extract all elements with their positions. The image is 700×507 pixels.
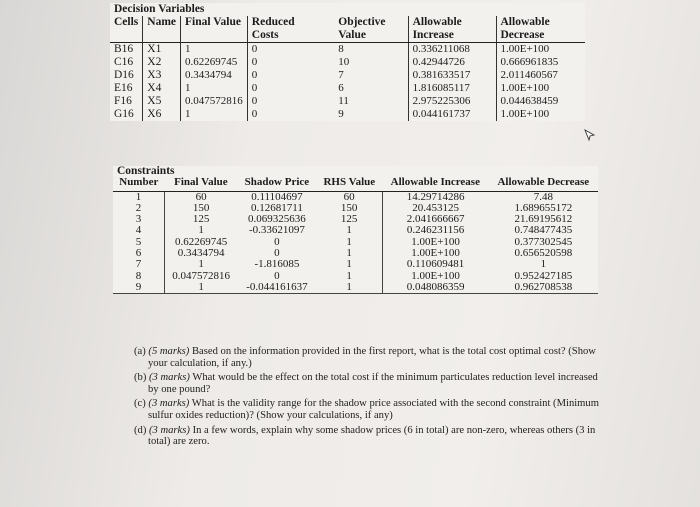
- shadow-price: 0: [274, 247, 280, 260]
- shadow-price: -1.816085: [254, 258, 300, 271]
- question-marks: (3 marks): [149, 372, 190, 384]
- var-name: X5: [143, 95, 181, 108]
- constraint-number: 5: [113, 237, 165, 248]
- table-row: [113, 248, 598, 259]
- allowable-increase: 0.336211068: [408, 43, 496, 57]
- allowable-decrease: 0.377302545: [514, 235, 573, 248]
- constraint-number: 2: [113, 203, 165, 214]
- constraint-number: 1: [113, 191, 165, 203]
- mouse-pointer-icon: [584, 129, 596, 141]
- allowable-increase: 1.00E+100: [382, 271, 489, 282]
- var-name: X4: [143, 82, 181, 95]
- final-value: 1: [181, 108, 248, 121]
- var-name: X3: [143, 69, 181, 82]
- reduced-cost: 0: [247, 108, 316, 121]
- table-row: [113, 282, 598, 294]
- header-shadow-price: Shadow Price: [237, 177, 316, 191]
- header-final-value: Final Value: [181, 16, 248, 43]
- question-text: Based on the information provided in the first report, what is the total cost optimal cost? (Show your calculation, if any.): [148, 346, 596, 369]
- question-text: In a few words, explain why some shadow prices (6 in total) are non-zero, whereas others (3 in total) are zero.: [148, 424, 596, 448]
- rhs-value: 125: [340, 213, 358, 226]
- final-value: 0.3434794: [181, 69, 248, 82]
- table-row: [110, 43, 585, 57]
- cell-ref: D16: [114, 69, 134, 81]
- allowable-decrease: 0.044638459: [496, 95, 585, 108]
- rhs-value: 1: [346, 224, 352, 237]
- final-value: 125: [192, 213, 210, 226]
- allowable-decrease: 1.00E+100: [496, 108, 585, 121]
- shadow-price: 0.11104697: [251, 190, 303, 203]
- question-label: (b): [134, 372, 147, 384]
- header-allowable-decrease: Allowable Decrease: [496, 16, 585, 43]
- allowable-decrease: 7.48: [533, 190, 553, 203]
- question-marks: (3 marks): [148, 398, 190, 410]
- final-value: 1: [181, 82, 248, 95]
- objective-value: 9: [338, 108, 344, 120]
- constraints-table: [113, 166, 598, 294]
- reduced-cost: 0: [247, 95, 316, 108]
- rhs-value: 1: [346, 269, 352, 282]
- cell-ref: C16: [114, 56, 134, 68]
- questions-list: [134, 346, 604, 451]
- final-value: 0.62269745: [175, 235, 228, 248]
- final-value: 1: [165, 282, 238, 294]
- allowable-decrease: 1.00E+100: [496, 82, 585, 95]
- question-label: (a): [134, 346, 146, 357]
- header-final-value: Final Value: [165, 177, 238, 191]
- table-row: [110, 108, 585, 121]
- final-value: 0.62269745: [181, 56, 248, 69]
- header-objective-value: Objective Value: [334, 16, 408, 43]
- header-rhs-value: RHS Value: [317, 177, 382, 191]
- allowable-increase: 0.42944726: [408, 56, 496, 69]
- objective-value: 8: [338, 43, 344, 55]
- question-label: (d): [134, 424, 147, 436]
- shadow-price: 0: [274, 235, 280, 248]
- cell-ref: E16: [114, 82, 133, 94]
- cell-ref: B16: [114, 43, 134, 55]
- question-marks: (5 marks): [148, 346, 190, 357]
- question-item: [134, 346, 604, 369]
- allowable-increase: 0.110609481: [382, 259, 489, 270]
- reduced-cost: 0: [247, 82, 316, 95]
- header-allowable-decrease: Allowable Decrease: [489, 177, 598, 191]
- rhs-value: 150: [340, 201, 358, 214]
- final-value: 150: [192, 201, 210, 214]
- var-name: X1: [143, 43, 181, 57]
- question-text: What would be the effect on the total cost if the minimum particulates reduction level increased by one pound?: [148, 372, 598, 395]
- shadow-price: 0: [274, 269, 280, 282]
- question-item: [134, 398, 604, 421]
- table-row: [113, 259, 598, 270]
- allowable-decrease: 0.952427185: [514, 269, 573, 282]
- header-cells: Cells: [110, 16, 143, 43]
- final-value: 1: [198, 224, 204, 237]
- allowable-increase: 1.816085117: [408, 82, 496, 95]
- allowable-increase: 0.381633517: [408, 69, 496, 82]
- allowable-decrease: 0.656520598: [514, 247, 573, 260]
- allowable-decrease: 0.666961835: [496, 56, 585, 69]
- question-item: [134, 425, 604, 448]
- shadow-price: -0.044161637: [237, 282, 316, 294]
- rhs-value: 1: [346, 258, 352, 271]
- header-allowable-increase: Allowable Increase: [408, 16, 496, 43]
- final-value: 0.047572816: [172, 269, 231, 282]
- question-text: What is the validity range for the shadow price associated with the second constraint (Minimum sulfur oxides reduction)? (Show your calculations, if any): [148, 398, 599, 421]
- table-row: [110, 69, 585, 82]
- table-row: [110, 82, 585, 95]
- shadow-price: -0.33621097: [248, 224, 305, 237]
- shadow-price: 0.069325636: [248, 213, 306, 226]
- allowable-decrease: 0.748477435: [514, 224, 573, 237]
- objective-value: 10: [338, 56, 350, 68]
- rhs-value: 60: [343, 190, 355, 203]
- constraint-number: 8: [113, 271, 165, 282]
- final-value: 1: [181, 43, 248, 57]
- objective-value: 6: [338, 82, 344, 94]
- final-value: 1: [198, 258, 204, 271]
- final-value: 60: [195, 190, 207, 203]
- decision-variables-title: Decision Variables: [114, 3, 205, 15]
- final-value: 0.047572816: [181, 95, 248, 108]
- rhs-value: 1: [317, 282, 382, 294]
- allowable-decrease: 1: [540, 258, 547, 271]
- question-item: [134, 372, 604, 395]
- decision-variables-table: [110, 3, 585, 121]
- constraint-number: 3: [113, 214, 165, 225]
- rhs-value: 1: [346, 247, 352, 260]
- table-row: [110, 56, 585, 69]
- allowable-increase: 2.041666667: [382, 214, 489, 225]
- allowable-increase: 2.975225306: [408, 95, 496, 108]
- rhs-value: 1: [346, 235, 352, 248]
- allowable-decrease: 21.69195612: [514, 213, 573, 226]
- constraint-number: 6: [113, 248, 165, 259]
- header-number: Number: [113, 177, 165, 191]
- objective-value: 7: [338, 69, 344, 81]
- allowable-increase: 1.00E+100: [382, 237, 489, 248]
- constraint-number: 4: [113, 225, 165, 236]
- objective-value: 11: [338, 95, 349, 107]
- allowable-decrease: 1.00E+100: [496, 43, 585, 57]
- table-row: [110, 95, 585, 108]
- question-label: (c): [134, 398, 146, 410]
- cell-ref: G16: [114, 108, 134, 120]
- var-name: X2: [143, 56, 181, 69]
- header-name: Name: [143, 16, 181, 43]
- allowable-decrease: 2.011460567: [496, 69, 585, 82]
- allowable-increase: 14.29714286: [382, 191, 489, 203]
- reduced-cost: 0: [247, 56, 316, 69]
- cell-ref: F16: [114, 95, 132, 107]
- allowable-increase: 0.044161737: [408, 108, 496, 121]
- header-allowable-increase: Allowable Increase: [382, 177, 489, 191]
- allowable-increase: 1.00E+100: [382, 248, 489, 259]
- allowable-decrease: 1.689655172: [514, 201, 573, 214]
- constraints-title: Constraints: [117, 165, 175, 177]
- question-marks: (3 marks): [149, 424, 190, 436]
- allowable-increase: 20.453125: [382, 203, 489, 214]
- allowable-increase: 0.048086359: [382, 282, 489, 294]
- shadow-price: 0.12681711: [250, 201, 303, 214]
- var-name: X6: [143, 108, 181, 121]
- constraint-number: 9: [113, 282, 165, 294]
- allowable-increase: 0.246231156: [382, 225, 489, 236]
- reduced-cost: 0: [247, 43, 316, 57]
- final-value: 0.3434794: [177, 247, 225, 260]
- header-reduced-costs: Reduced Costs: [247, 16, 316, 43]
- constraint-number: 7: [113, 259, 165, 270]
- reduced-cost: 0: [247, 69, 316, 82]
- allowable-decrease: 0.962708538: [489, 282, 598, 294]
